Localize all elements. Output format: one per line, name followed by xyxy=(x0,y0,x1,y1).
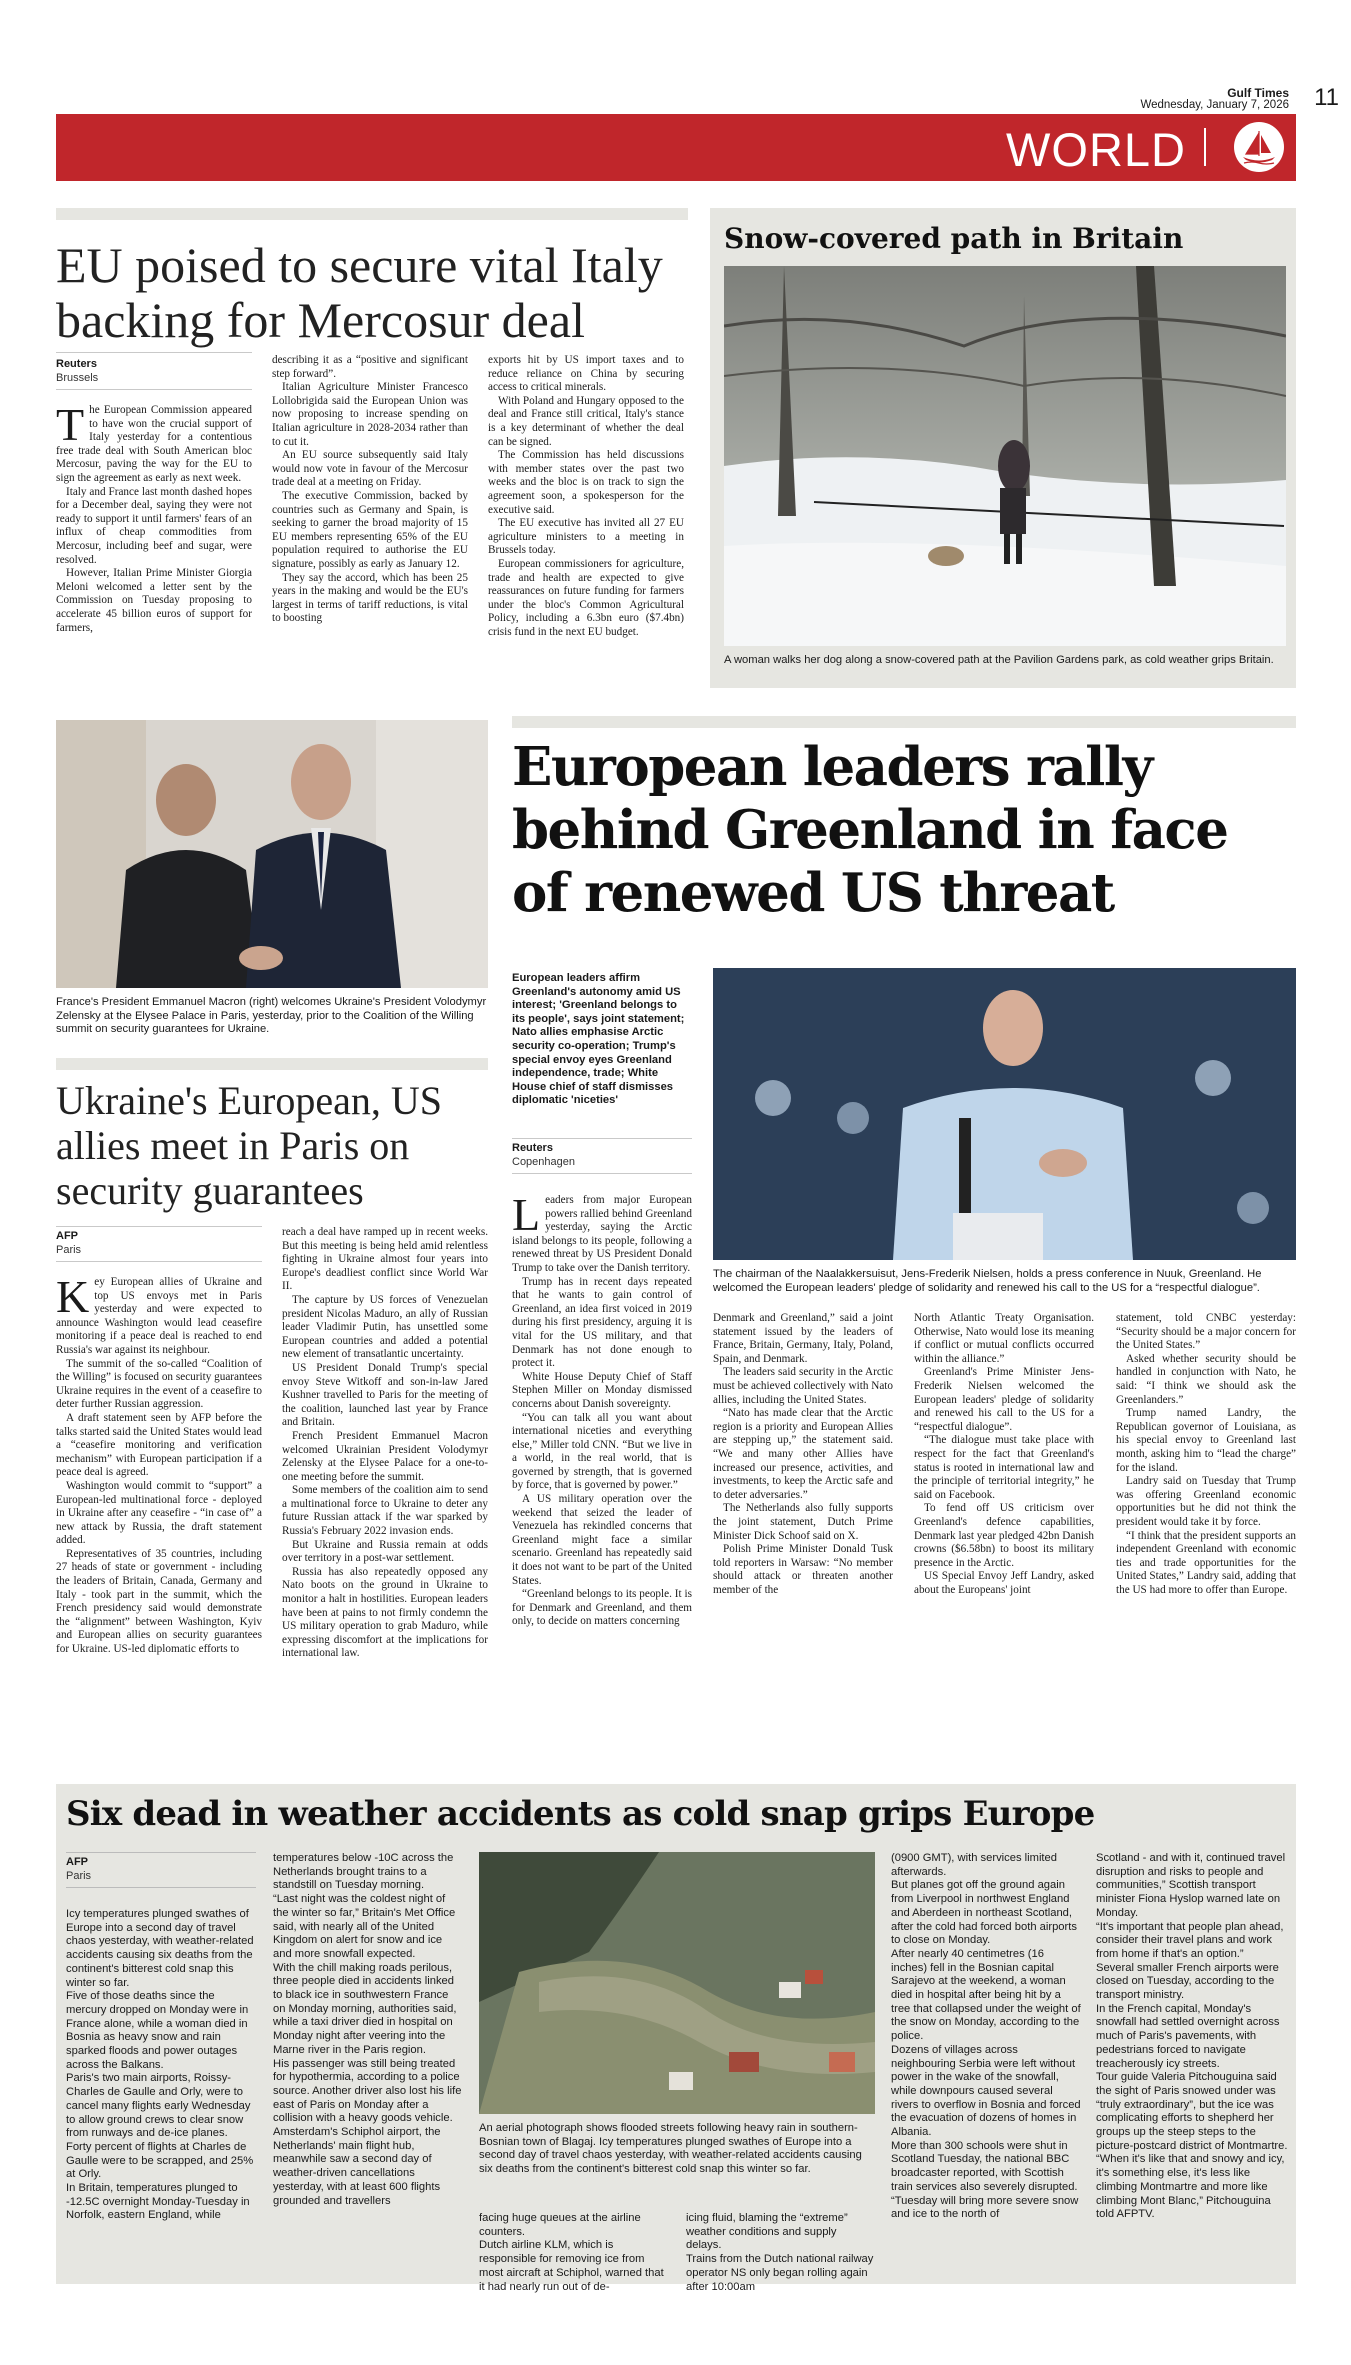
paragraph: “Tuesday will bring more severe snow and ice to the north of xyxy=(891,2194,1079,2221)
paragraph: The summit of the so-called “Coalition of the Willing” is focused on security guarantees Ukraine requires in the event of a ceasefire to deter further Russian aggression. xyxy=(56,1357,262,1411)
weather-headline: Six dead in weather accidents as cold snap grips Europe xyxy=(66,1794,1095,1834)
paragraph: eaders from major European powers rallied behind Greenland yesterday, saying the Arctic island belongs to its people, following a renewed threat by US President Donald Trump to take over the Danish territory. xyxy=(512,1194,692,1274)
paragraph: Asked whether security should be handled in conjunction with Nato, he said: “I think we should ask the Greenlanders.” xyxy=(1116,1352,1296,1406)
weather-article xyxy=(56,1784,1296,2293)
paragraph: Washington would commit to “support” a European-led multinational force - deployed in Ukraine after any ceasefire - “in case of” a new attack by Russia, the draft statement added. xyxy=(56,1479,262,1547)
mercosur-dateline: Brussels xyxy=(56,372,99,384)
paragraph: Polish Prime Minister Donald Tusk told reporters in Warsaw: “No member should attack or threaten another member of the xyxy=(713,1543,893,1596)
paragraph: US Special Envoy Jeff Landry, asked about the Europeans' joint xyxy=(914,1570,1094,1596)
weather-col-3 xyxy=(479,2212,667,2294)
mercosur-article xyxy=(56,208,688,713)
paragraph: A draft statement seen by AFP before the talks started said the United States would lead a “ceasefire monitoring and verification mechanism” with European participation if a peace deal is agreed. xyxy=(56,1411,262,1479)
paragraph: “Last night was the coldest night of the winter so far,” Britain's Met Office said, with nearly all of the United Kingdom on alert for snow and ice and more snowfall expected. xyxy=(273,1893,456,1960)
weather-col-1 xyxy=(66,1908,256,2223)
paragraph: “Nato has made clear that the Arctic region is a priority and European Allies are stepping up,” the statement said. “We and many other Allies have increased our presence, activities, and investments, to keep the Arctic safe and to deter adversaries.” xyxy=(713,1407,893,1501)
paragraph: North Atlantic Treaty Organisation. Otherwise, Nato would lose its meaning if conflict or mutual conflicts occurred within the alliance.” xyxy=(914,1312,1094,1365)
paragraph: describing it as a “positive and significant step forward”. xyxy=(272,354,468,380)
masthead xyxy=(0,0,1351,190)
paragraph: After nearly 40 centimetres (16 inches) fell in the Bosnian capital Sarajevo at the weekend, a woman died in hospital after being hit by a tree that collapsed under the weight of the snow on Monday, according to the police. xyxy=(891,1947,1081,2043)
ukraine-byline: AFP xyxy=(56,1230,78,1242)
section-bar xyxy=(56,114,1296,181)
ukraine-col-2 xyxy=(282,1226,488,1661)
paragraph: exports hit by US import taxes and to reduce reliance on China by securing access to critical minerals. xyxy=(488,354,684,394)
greenland-standfirst: European leaders affirm Greenland's autonomy amid US interest; 'Greenland belongs to its people', says joint statement; Nato allies emphasise Arctic security co-operation; Trump's special envoy eyes Greenland independence, trade; White House chief of staff dismisses diplomatic 'niceties' xyxy=(512,972,685,1107)
top-rule xyxy=(56,1058,488,1070)
paragraph: “You can talk all you want about international niceties and everything else,” Miller told CNN. “But we live in a world, in the real world, that is governed by strength, that is governed by force, that is governed by power.” xyxy=(512,1411,692,1492)
top-rule xyxy=(512,716,1296,728)
paragraph: reach a deal have ramped up in recent weeks. But this meeting is being held amid relentless fighting in Ukraine almost four years into Europe's deadliest conflict since World War II. xyxy=(282,1226,488,1293)
greenland-dateline: Copenhagen xyxy=(512,1156,576,1168)
paragraph: (0900 GMT), with services limited afterwards. xyxy=(891,1852,1057,1878)
paragraph: In the French capital, Monday's snowfall had settled overnight across much of Paris's pavements, with pedestrians forced to navigate treacherously icy streets. xyxy=(1096,2002,1280,2070)
paragraph: “When it's like that and snowy and icy, it's something else, it's less like climbing Montmartre and more like climbing Mont Blanc,” Pitchouguina told AFPTV. xyxy=(1096,2153,1285,2221)
paragraph: With Poland and Hungary opposed to the deal and France still critical, Italy's stance is a key determinant of whether the deal can be signed. xyxy=(488,394,684,448)
paragraph: A US military operation over the weekend that seized the leader of Venezuela has rekindled concerns that Greenland might face a similar scenario. Greenland has repeatedly said it does not want to be part of the United States. xyxy=(512,1493,692,1587)
greenland-photo-caption: The chairman of the Naalakkersuisut, Jens-Frederik Nielsen, holds a press conference in Nuuk, Greenland. He welcomed the European leaders' pledge of solidarity and renewed his call to the US for a “respectful dialogue”. xyxy=(713,1268,1262,1294)
paragraph: Several smaller French airports were closed on Tuesday, according to the transport ministry. xyxy=(1096,1961,1279,2002)
paris-caption: France's President Emmanuel Macron (right) welcomes Ukraine's President Volodymyr Zelensky at the Elysee Palace in Paris, yesterday, prior to the Coalition of the Willing summit on security guarantees for Ukraine. xyxy=(56,996,487,1035)
paragraph: But planes got off the ground again from Liverpool in northwest England and Aberdeen in northeast Scotland, after the cold had forced both airports to close on Monday. xyxy=(891,1879,1077,1947)
paris-photo-box xyxy=(56,720,488,1040)
paragraph: Paris's two main airports, Roissy-Charles de Gaulle and Orly, were to cancel many flights early Wednesday to allow ground crews to clear snow from runways and de-ice planes. xyxy=(66,2072,251,2140)
greenland-col-1 xyxy=(512,1189,692,1629)
paragraph: The Netherlands also fully supports the joint statement, Dutch Prime Minister Dick Schoof said on X. xyxy=(713,1502,893,1542)
paragraph: Trump has in recent days repeated that he wants to gain control of Greenland, an idea first voiced in 2019 during his first presidency, arguing it is vital for the US military, and that Denmark has not done enough to protect it. xyxy=(512,1275,692,1370)
issue-date: Wednesday, January 7, 2026 xyxy=(1140,99,1289,111)
paragraph: The executive Commission, backed by countries such as Germany and Spain, is seeking to garner the broad majority of 15 EU members representing 65% of the EU population required to authorise the EU signature, possibly as early as January 12. xyxy=(272,489,468,570)
top-rule xyxy=(56,208,688,220)
paragraph: Italy and France last month dashed hopes for a December deal, saying they were not ready to support it until farmers' fears of an influx of cheap commodities from Mercosur, including beef and sugar, were resolved. xyxy=(56,485,252,566)
paragraph: Italian Agriculture Minister Francesco Lollobrigida said the European Union was now proposing to increase spending on Italian agriculture in 2028-2034 rather than to cut it. xyxy=(272,381,468,448)
paragraph: facing huge queues at the airline counters. xyxy=(479,2212,641,2238)
paragraph: “It's important that people plan ahead, consider their travel plans and work from home if that's an option.” xyxy=(1096,1920,1284,1960)
ukraine-headline: Ukraine's European, US allies meet in Paris on security guarantees xyxy=(56,1078,442,1213)
paragraph: Amsterdam's Schiphol airport, the Netherlands' main flight hub, meanwhile saw a second day of weather-driven cancellations yesterday, with at least 600 flights grounded and travellers xyxy=(273,2126,441,2207)
paragraph: Tour guide Valeria Pitchouguina said the sight of Paris snowed under was “truly extraordinary”, but the ice was complicating efforts to shepherd her groups up the steep steps to the picture-postcard district of Montmartre. xyxy=(1096,2071,1288,2152)
weather-col-5 xyxy=(891,1852,1081,2222)
paragraph: The EU executive has invited all 27 EU agriculture ministers to a meeting in Brussels today. xyxy=(488,517,684,557)
weather-col-2 xyxy=(273,1852,463,2208)
paragraph: icing fluid, blaming the “extreme” weather conditions and supply delays. xyxy=(686,2212,848,2252)
flood-caption: An aerial photograph shows flooded streets following heavy rain in southern-Bosnian town of Blagaj. Icy temperatures plunged swathes of Europe into a second day of travel chaos yesterday, with weather-related accidents causing six deaths from the continent's bitterest cold snap this winter so far. xyxy=(479,2122,862,2175)
greenland-headline: European leaders rally behind Greenland in face of renewed US threat xyxy=(512,736,1228,924)
page-number: 11 xyxy=(1314,84,1339,111)
snow-photo-box xyxy=(710,208,1296,688)
snow-caption: A woman walks her dog along a snow-covered path at the Pavilion Gardens park, as cold weather grips Britain. xyxy=(724,654,1274,666)
weather-col-4 xyxy=(686,2212,874,2294)
paragraph: Trains from the Dutch national railway operator NS only began rolling again after 10:00am xyxy=(686,2253,874,2293)
weather-byline: AFP xyxy=(66,1856,88,1868)
paragraph: Five of those deaths since the mercury dropped on Monday were in France alone, while a woman died in Bosnia as heavy snow and rain sparked floods and power outages across the Balkans. xyxy=(66,1990,249,2071)
section-divider xyxy=(1204,128,1206,166)
paragraph: Scotland - and with it, continued travel disruption and risks to people and communities,” Scottish transport minister Fiona Hyslop warned late on Monday. xyxy=(1096,1852,1286,1919)
greenland-byline: Reuters xyxy=(512,1142,553,1154)
dropcap: T xyxy=(56,399,85,450)
weather-dateline: Paris xyxy=(66,1870,92,1882)
dropcap: K xyxy=(56,1271,90,1322)
paragraph: Dutch airline KLM, which is responsible for removing ice from most aircraft at Schiphol, warned that it had nearly run out of de- xyxy=(479,2239,664,2293)
section-title: WORLD xyxy=(1006,123,1186,176)
paragraph: Representatives of 35 countries, including 27 heads of state or government - including the leaders of Britain, Canada, Germany and Italy - took part in the summit, which the French presidency said would demonstrate the “alignment” between Washington, Kyiv and European allies on security guarantees for Ukraine. US-led diplomatic efforts to xyxy=(56,1547,262,1656)
paragraph: With the chill making roads perilous, three people died in accidents linked to black ice in southwestern France on Monday morning, authorities said, while a taxi driver died in hospital on Monday night after veering into the Marne river in the Paris region. xyxy=(273,1961,457,2056)
paragraph: The Commission has held discussions with member states over the past two weeks and the bloc is on track to sign the agreement soon, a spokesperson for the executive said. xyxy=(488,449,684,516)
mercosur-col-2 xyxy=(272,354,468,626)
greenland-col-4 xyxy=(1116,1312,1296,1597)
paragraph: The leaders said security in the Arctic must be achieved collectively with Nato allies, including the United States. xyxy=(713,1366,893,1406)
paragraph: Icy temperatures plunged swathes of Europe into a second day of travel chaos yesterday, with weather-related accidents causing six deaths from the continent's bitterest cold snap this winter so far. xyxy=(66,1908,254,1989)
macron-zelensky-photo xyxy=(56,720,488,988)
flood-photo xyxy=(479,1852,875,2114)
ukraine-col-1 xyxy=(56,1271,262,1657)
mercosur-col-1 xyxy=(56,399,252,635)
paragraph: French President Emmanuel Macron welcomed Ukrainian President Volodymyr Zelensky at the Elysee Palace for a one-to-one meeting before the summit. xyxy=(282,1429,488,1483)
paragraph: Dozens of villages across neighbouring Serbia were left without power in the wake of the snowfall, while downpours caused several rivers to overflow in Bosnia and forced the evacuation of dozens of homes in Albania. xyxy=(891,2043,1081,2139)
greenland-col-3 xyxy=(914,1312,1094,1597)
ukraine-article xyxy=(56,1058,488,1768)
paragraph: Greenland's Prime Minister Jens-Frederik Nielsen welcomed the European leaders' pledge of solidarity and renewed his call to the US for a “respectful dialogue”. xyxy=(914,1366,1094,1433)
paragraph: Denmark and Greenland,” said a joint statement issued by the leaders of France, Britain, Germany, Italy, Poland, Spain, and Denmark. xyxy=(713,1312,893,1365)
mercosur-headline: EU poised to secure vital Italy backing for Mercosur deal xyxy=(56,237,663,348)
dropcap: L xyxy=(512,1189,541,1240)
paragraph: His passenger was still being treated for hypothermia, according to a police source. Another driver also lost his life east of Paris on Monday after a collision with a heavy goods vehicle. xyxy=(273,2057,462,2125)
ukraine-dateline: Paris xyxy=(56,1244,82,1256)
paragraph: “Greenland belongs to its people. It is for Denmark and Greenland, and them only, to decide on matters concerning xyxy=(512,1588,692,1628)
snow-headline: Snow-covered path in Britain xyxy=(724,222,1184,255)
paragraph: US President Donald Trump's special envoy Steve Witkoff and son-in-law Jared Kushner travelled to Paris for the meeting of the coalition, launched last year by France and Britain. xyxy=(282,1361,488,1429)
paragraph: The capture by US forces of Venezuelan president Nicolas Maduro, an ally of Russian leader Vladimir Putin, has unsettled some European countries and added a potential new element of transatlantic uncertainty. xyxy=(282,1293,488,1361)
paragraph: European commissioners for agriculture, trade and health are expected to give reassurances on future funding for farmers under the bloc's Common Agricultural Policy, including a 6.3bn euro ($7.4bn) crisis fund in the next EU budget. xyxy=(488,557,684,638)
paragraph: Russia has also repeatedly opposed any Nato boots on the ground in Ukraine to monitor a halt in hostilities. European leaders have been at pains to not firmly condemn the US military operation to grab Maduro, while expressing discomfort at the implications for international law. xyxy=(282,1565,488,1660)
paragraph: More than 300 schools were shut in Scotland Tuesday, the national BBC broadcaster reported, with Scottish train services also severely disrupted. xyxy=(891,2139,1078,2193)
mercosur-col-3 xyxy=(488,354,684,639)
paragraph: ey European allies of Ukraine and top US envoys met in Paris yesterday and were expected to announce Washington would lead ceasefire monitoring if a peace deal is reached to end Russia's war against its neighbour. xyxy=(56,1276,262,1356)
paragraph: Some members of the coalition aim to send a multinational force to Ukraine to deter any future Russian attack if the war sparked by Russia's February 2022 invasion ends. xyxy=(282,1484,488,1538)
paragraph: But Ukraine and Russia remain at odds over territory in a post-war settlement. xyxy=(282,1538,488,1565)
paragraph: “I think that the president supports an independent Greenland with economic ties and trade opportunities for the United States,” Landry said, adding that the US had more to offer than Europe. xyxy=(1116,1529,1296,1596)
paragraph: Forty percent of flights at Charles de Gaulle were to be scrapped, and 25% at Orly. xyxy=(66,2140,254,2181)
dhow-logo-icon xyxy=(1234,122,1284,172)
paragraph: To fend off US criticism over Greenland's defence capabilities, Denmark last year pledged 42bn Danish crowns ($6.58bn) to boost its military presence in the Arctic. xyxy=(914,1502,1094,1569)
nielsen-photo xyxy=(713,968,1296,1260)
paragraph: “The dialogue must take place with respect for the fact that Greenland's status is rooted in international law and the principle of territorial integrity,” he said on Facebook. xyxy=(914,1434,1094,1501)
paper-name: Gulf Times xyxy=(1227,86,1289,100)
paragraph: statement, told CNBC yesterday: “Security should be a major concern for the United States.” xyxy=(1116,1312,1296,1352)
greenland-article xyxy=(512,716,1296,1768)
paragraph: White House Deputy Chief of Staff Stephen Miller on Monday dismissed concerns about Danish sovereignty. xyxy=(512,1370,692,1410)
paragraph: Trump named Landry, the Republican governor of Louisiana, as his special envoy to Greenland last month, asking him to “lead the charge” for the island. xyxy=(1116,1407,1296,1474)
paragraph: temperatures below -10C across the Netherlands brought trains to a standstill on Tuesday morning. xyxy=(273,1852,454,1892)
paragraph: They say the accord, which has been 25 years in the making and would be the EU's largest in terms of tariff reductions, is vital to boosting xyxy=(272,571,468,625)
paragraph: In Britain, temperatures plunged to -12.5C overnight Monday-Tuesday in Norfolk, eastern England, while xyxy=(66,2182,250,2222)
paragraph: An EU source subsequently said Italy would now vote in favour of the Mercosur trade deal at a meeting on Friday. xyxy=(272,449,468,489)
paragraph: Landry said on Tuesday that Trump was offering Greenland economic opportunities but he did not think the president would take it by force. xyxy=(1116,1475,1296,1528)
greenland-col-2 xyxy=(713,1312,893,1597)
paragraph: However, Italian Prime Minister Giorgia Meloni welcomed a letter sent by the Commission on Tuesday proposing to accelerate 45 billion euros of support for farmers, xyxy=(56,567,252,634)
mercosur-byline: Reuters xyxy=(56,358,97,370)
paragraph: he European Commission appeared to have won the crucial support of Italy yesterday for a contentious free trade deal with South American bloc Mercosur, paving the way for the EU to sign the agreement as early as next week. xyxy=(56,404,252,484)
snow-photo xyxy=(724,266,1286,646)
weather-col-6 xyxy=(1096,1852,1288,2222)
